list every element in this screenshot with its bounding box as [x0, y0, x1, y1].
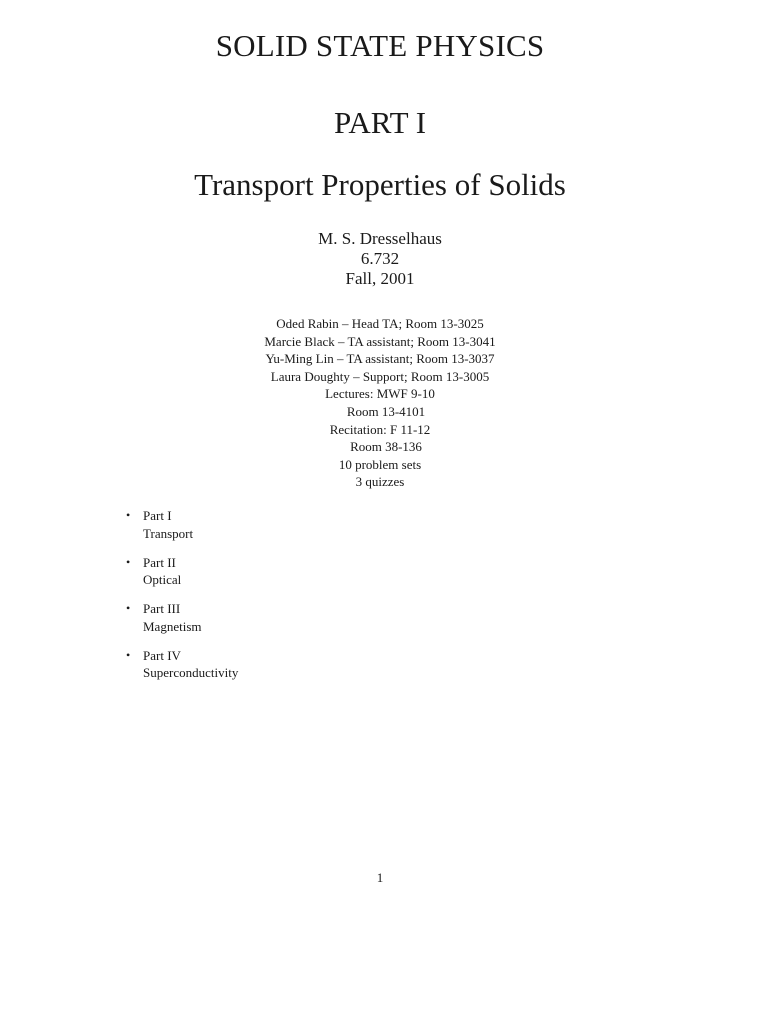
outline-part-label: Part II [143, 554, 176, 570]
author-block [0, 229, 760, 289]
term: Fall, 2001 [345, 269, 415, 288]
list-item [126, 600, 238, 635]
schedule-line: Room 13-4101 [346, 403, 426, 419]
outline-topic-label: Magnetism [143, 618, 202, 634]
bullet-icon: • [126, 554, 131, 569]
outline-part-label: Part III [143, 601, 181, 616]
author-name: M. S. Dresselhaus [318, 229, 442, 248]
list-item [126, 647, 238, 682]
outline-part-label: Part I [143, 508, 172, 523]
list-item [126, 507, 238, 542]
schedule-line: Lectures: MWF 9-10 [325, 386, 435, 402]
document-title: SOLID STATE PHYSICS [215, 28, 545, 63]
page-number: 1 [376, 870, 384, 885]
coursework-line: 3 quizzes [355, 474, 405, 490]
outline-topic-label: Superconductivity [143, 665, 239, 680]
schedule-line: Recitation: F 11-12 [329, 421, 431, 437]
staff-line: Oded Rabin – Head TA; Room 13-3025 [276, 316, 484, 331]
schedule-line: Room 38-136 [350, 439, 422, 455]
outline-topic-label: Optical [143, 572, 182, 587]
outline-part-label: Part IV [143, 647, 181, 663]
bullet-icon: • [126, 647, 131, 662]
bullet-icon: • [126, 601, 131, 615]
outline-topic-label: Transport [143, 525, 194, 541]
course-outline-list [126, 507, 238, 693]
staff-line: Yu-Ming Lin – TA assistant; Room 13-3037 [265, 351, 495, 367]
staff-line: Marcie Black – TA assistant; Room 13-3041 [264, 333, 496, 349]
staff-line: Laura Doughty – Support; Room 13-3005 [270, 368, 490, 384]
staff-info-block [0, 315, 760, 491]
bullet-icon: • [126, 508, 131, 522]
list-item [126, 554, 238, 589]
part-heading: PART I [333, 105, 427, 140]
course-number: 6.732 [360, 249, 400, 268]
coursework-line: 10 problem sets [338, 456, 422, 472]
document-subtitle: Transport Properties of Solids [194, 167, 566, 202]
